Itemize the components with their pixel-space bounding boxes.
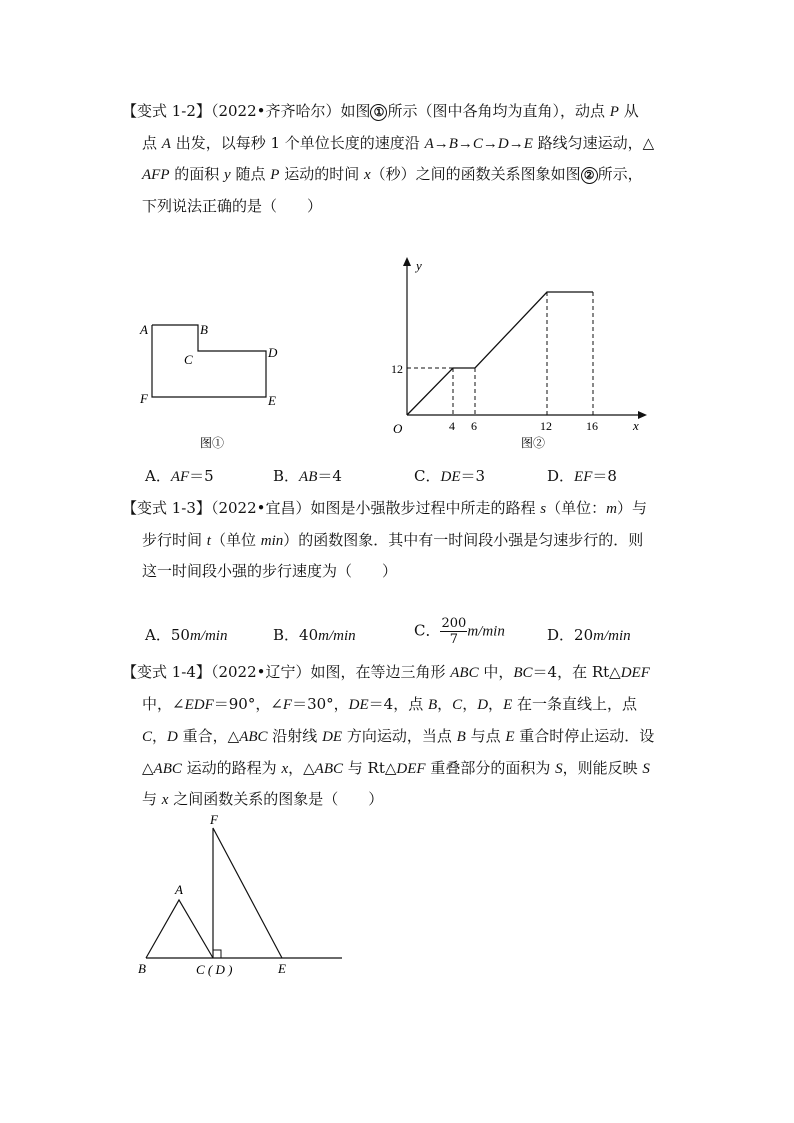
- figure-triangles: [130, 808, 350, 983]
- label-E: E: [268, 393, 276, 408]
- figure-1-shape: [130, 315, 290, 460]
- problem-label: 【变式 1-3】: [122, 499, 211, 517]
- problem-1-3-line-3: 这一时间段小强的步行速度为（ ）: [142, 562, 398, 580]
- problem-1-4-line-5: 与 x 之间函数关系的图象是（ ）: [142, 790, 384, 808]
- x-axis-label: x: [633, 418, 639, 433]
- x-tick-16: 16: [586, 419, 598, 433]
- problem-1-4-line-3: C，D 重合，△ABC 沿射线 DE 方向运动，当点 B 与点 E 重合时停止运动．设: [142, 727, 655, 745]
- function-polyline: [407, 292, 593, 415]
- right-angle-mark: [213, 950, 221, 958]
- problem-1-2-line-2: 点 A 出发，以每秒 1 个单位长度的速度沿 A→B→C→D→E 路线匀速运动，△: [142, 134, 655, 152]
- option-A[interactable]: A．AF＝5: [145, 467, 214, 485]
- problem-label: 【变式 1-4】: [122, 663, 211, 681]
- label-A: A: [175, 882, 183, 897]
- label-E: E: [278, 961, 286, 976]
- problem-1-4-line-4: △ABC 运动的路程为 x，△ABC 与 Rt△DEF 重叠部分的面积为 S，则能反映 S: [142, 759, 650, 777]
- option-C[interactable]: C．DE＝3: [414, 467, 486, 485]
- label-B: B: [200, 322, 208, 337]
- y-axis-label: y: [416, 258, 422, 273]
- label-CD: C ( D ): [196, 962, 233, 977]
- option-C[interactable]: C． $\frac{200}{7}$ m/min: [414, 616, 505, 647]
- option-B[interactable]: B．AB＝4: [273, 467, 342, 485]
- triangle-ABC: [146, 900, 213, 958]
- origin-label: O: [393, 421, 403, 436]
- x-axis-arrow: [638, 411, 647, 419]
- fraction: $\frac{200}{7}$: [441, 616, 467, 647]
- problem-1-2-line-4: 下列说法正确的是（ ）: [142, 197, 323, 215]
- option-A[interactable]: A．50m/min: [145, 626, 228, 644]
- problem-1-3-line-1: 【变式 1-3】（2022•宜昌）如图是小强散步过程中所走的路程 s（单位：m）与: [122, 499, 647, 517]
- label-B: B: [138, 961, 146, 976]
- problem-1-4-line-2: 中，∠EDF＝90°，∠F＝30°，DE＝4，点 B，C，D，E 在一条直线上，点: [142, 695, 638, 713]
- circled-two: ②: [581, 167, 598, 184]
- problem-1-2-line-3: AFP 的面积 y 随点 P 运动的时间 x（秒）之间的函数关系图象如图 ② 所示，: [142, 165, 643, 183]
- y-axis-arrow: [403, 257, 411, 266]
- y-tick-12: 12: [391, 362, 403, 376]
- problem-1-4-line-1: 【变式 1-4】（2022•辽宁）如图，在等边三角形 ABC 中，BC＝4，在 Rt△DEF: [122, 663, 650, 681]
- option-D[interactable]: D．EF＝8: [547, 467, 617, 485]
- problem-source: （2022•辽宁）: [210, 663, 311, 681]
- fig2-caption: 图②: [521, 436, 546, 450]
- problem-source: （2022•宜昌）: [210, 499, 311, 517]
- circled-one: ①: [370, 104, 387, 121]
- label-F: F: [210, 812, 218, 827]
- problem-source: （2022•齐齐哈尔）: [210, 102, 341, 120]
- figure-2-graph: [355, 250, 655, 460]
- label-C: C: [184, 352, 193, 367]
- problem-label: 【变式 1-2】: [122, 102, 211, 120]
- triangle-DEF: [213, 828, 282, 958]
- label-D: D: [268, 345, 278, 360]
- option-B[interactable]: B．40m/min: [273, 626, 356, 644]
- x-tick-12: 12: [540, 419, 552, 433]
- fig1-caption: 图①: [200, 436, 225, 450]
- x-tick-6: 6: [471, 419, 477, 433]
- label-A: A: [140, 322, 148, 337]
- problem-1-2-line-1: 【变式 1-2】（2022•齐齐哈尔）如图 ① 所示（图中各角均为直角），动点 P 从: [122, 102, 639, 120]
- label-F: F: [140, 391, 148, 406]
- problem-1-3-line-2: 步行时间 t（单位 min）的函数图象．其中有一时间段小强是匀速步行的．则: [142, 531, 644, 549]
- x-tick-4: 4: [449, 419, 455, 433]
- l-shape-outline: [152, 325, 266, 397]
- option-D[interactable]: D．20m/min: [547, 626, 631, 644]
